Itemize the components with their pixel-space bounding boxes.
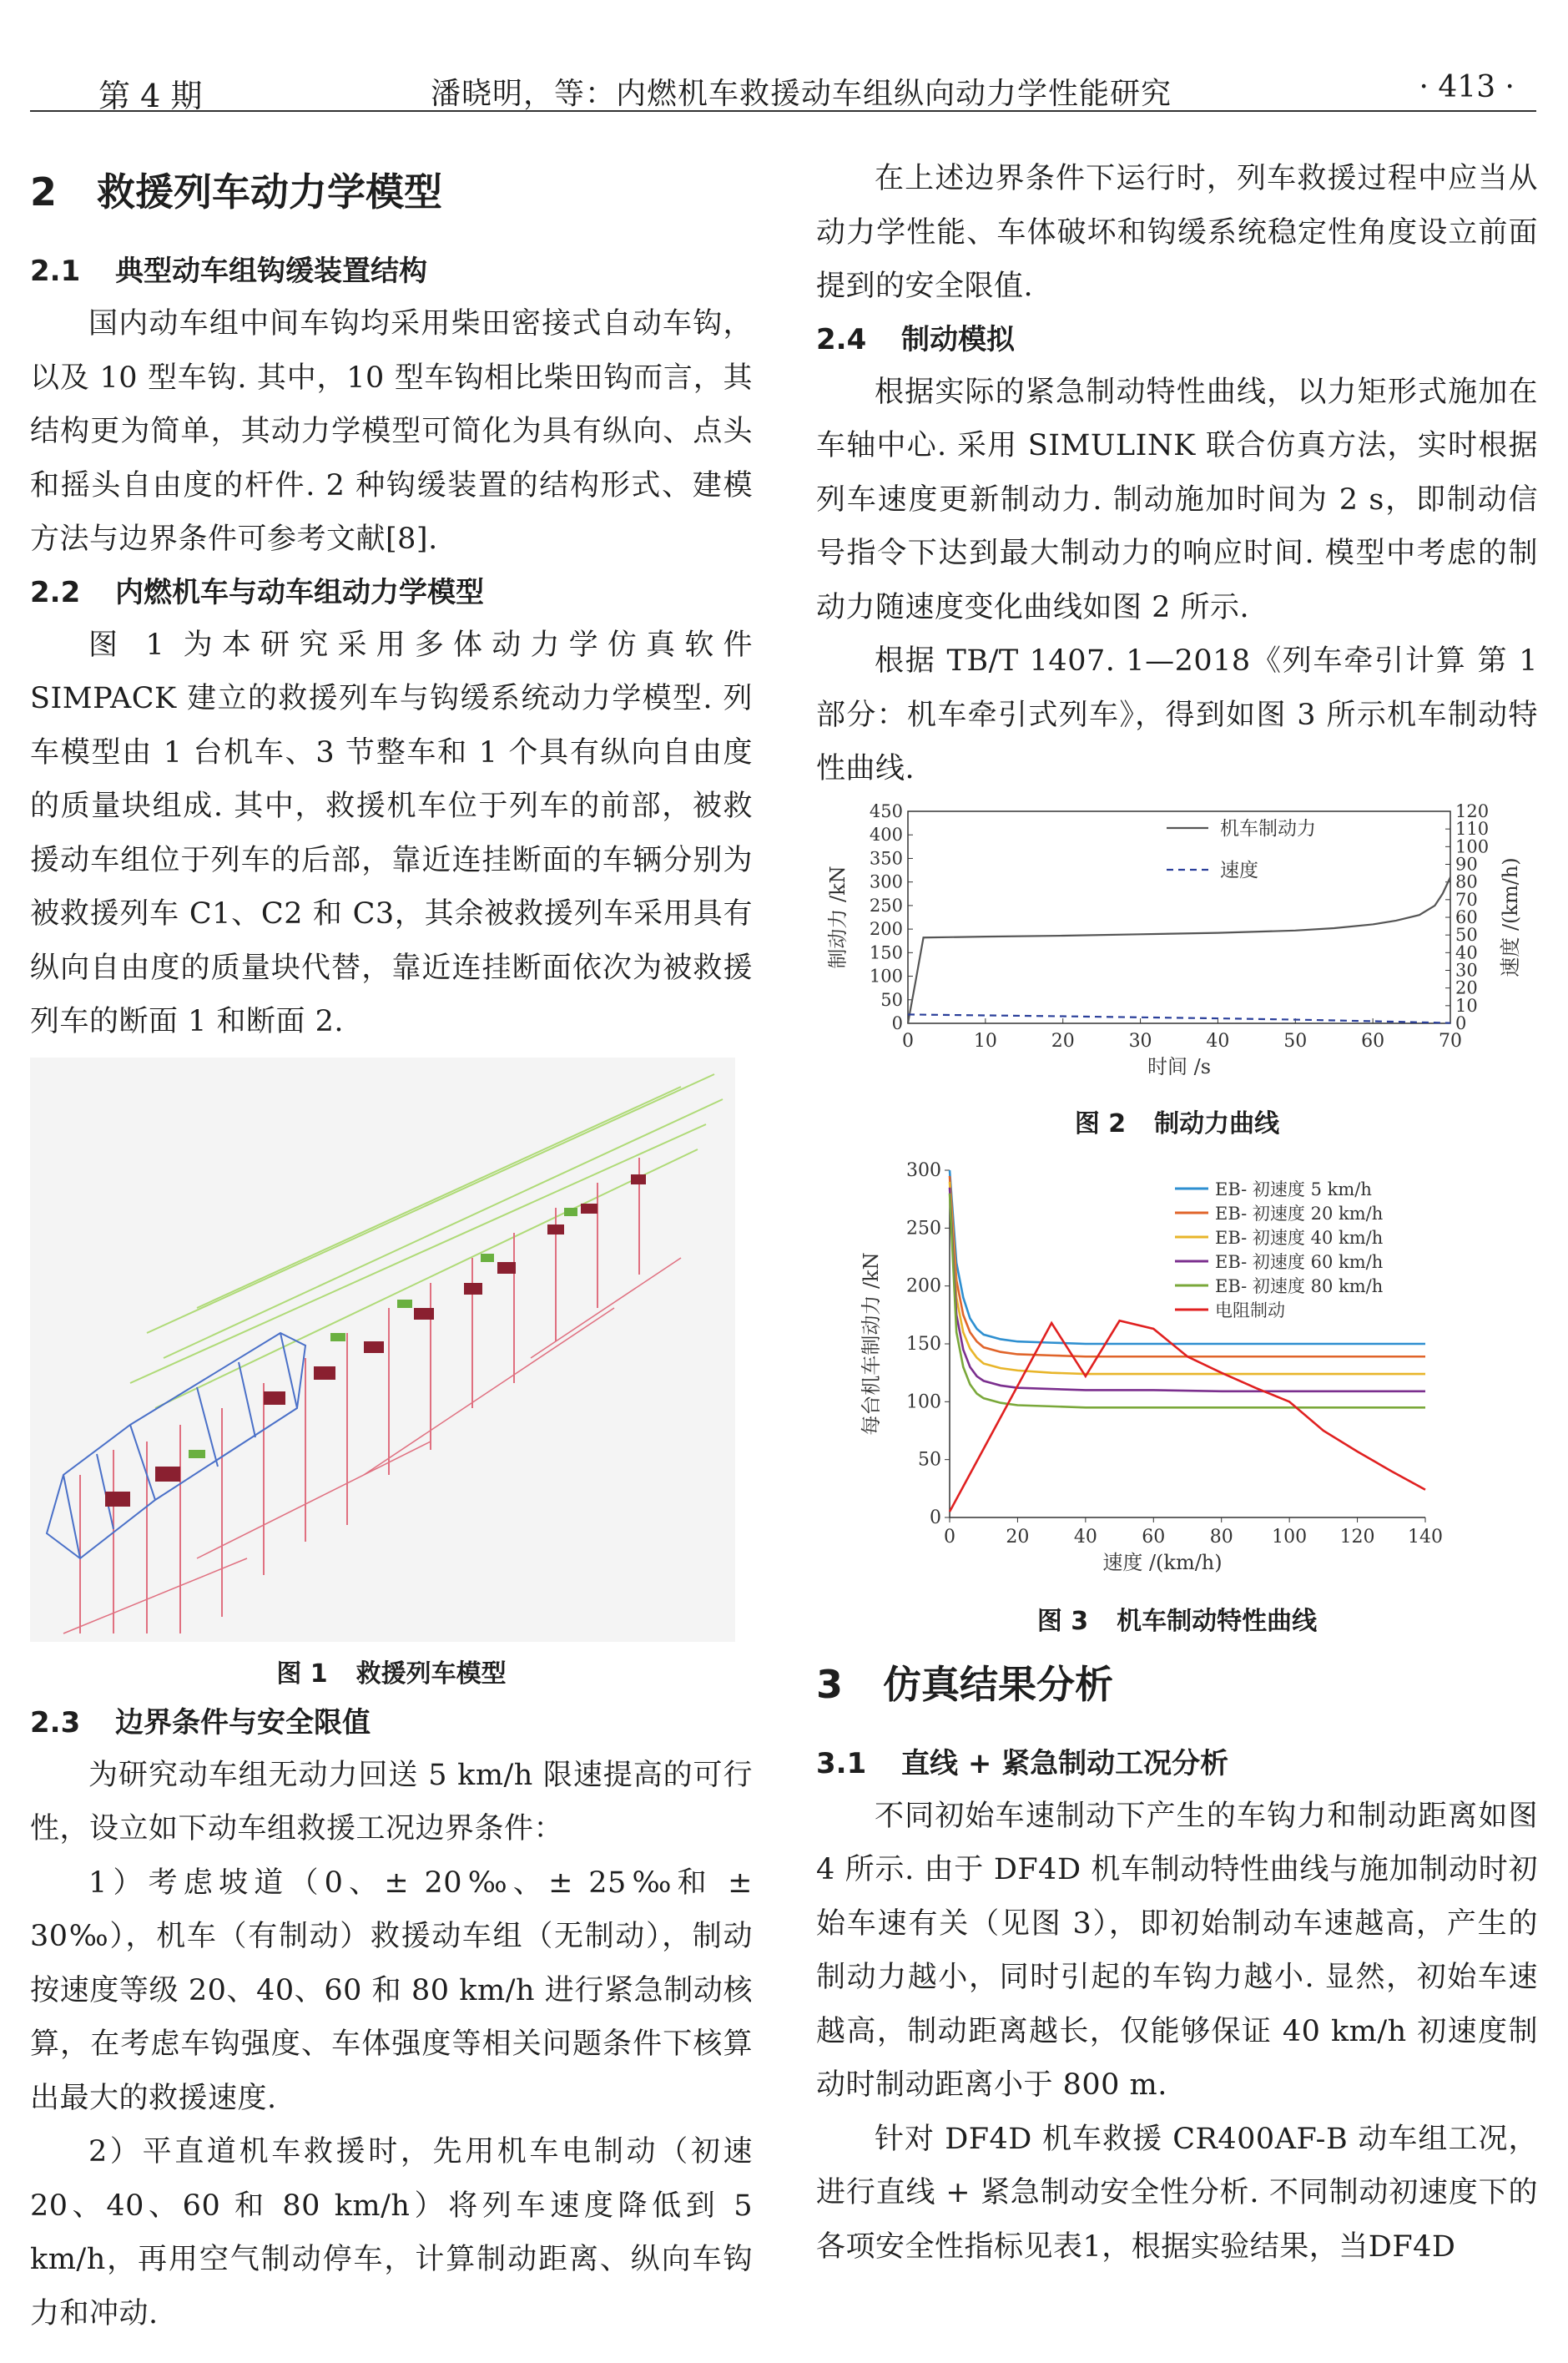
x-tick-label: 0 [944,1526,955,1548]
locomotive-brake-characteristic-chart [816,1152,1538,1586]
paragraph-3-1-a: 不同初始车速制动下产生的车钩力和制动距离如图 4 所示. 由于 DF4D 机车制动特性曲线与施加制动时初始车速有关（见图 3），即初始制动车速越高，产生的制动力越小，同时引起的车钩力越小. 显然，初始车速越高，制动距离越长，仅能够保证 40 km/h 初速度制动时制动距离小于 800 m. [816,1799,1538,2102]
y2-tick-label: 70 [1455,889,1478,910]
y-axis-label: 每台机车制动力 /kN [860,1251,883,1436]
subsection-2-4-heading [816,319,1538,361]
x-tick-label: 20 [1006,1526,1030,1548]
subsection-2-1-heading [30,250,753,292]
y-tick-label: 300 [869,871,903,892]
legend-label-4: EB- 初速度 60 km/h [1215,1251,1384,1272]
x-axis-label: 时间 /s [1147,1054,1212,1078]
section-title: 仿真结果分析 [883,1661,1113,1707]
x-tick-label: 20 [1051,1030,1075,1052]
x-tick-label: 50 [1283,1030,1308,1052]
x-tick-label: 100 [1272,1526,1308,1548]
paragraph-2-1: 国内动车组中间车钩均采用柴田密接式自动车钩，以及 10 型车钩. 其中，10 型车钩相比柴田钩而言，其结构更为简单，其动力学模型可简化为具有纵向、点头和摇头自由度的杆件. 2 种钩缓装置的结构形式、建模方法与边界条件可参考文献[8]. [30,307,753,556]
paragraph-3-1-b: 针对 DF4D 机车救援 CR400AF-B 动车组工况，进行直线 + 紧急制动安全性分析. 不同制动初速度下的各项安全性指标见表1，根据实验结果，当DF4D [816,2122,1538,2264]
running-title: 潘晓明，等：内燃机车救援动车组纵向动力学性能研究 [431,77,1172,111]
paragraph-2-3-item-1: 1）考虑坡道（0、± 20‰、± 25‰和 ± 30‰），机车（有制动）救援动车组（无制动），制动按速度等级 20、40、60 和 80 km/h 进行紧急制动核算，在考虑车钩强度、车体强度等相关问题条件下核算出最大的救援速度. [30,1866,753,2115]
y-tick-label: 100 [869,966,903,987]
y2-tick-label: 110 [1455,818,1490,839]
y-tick-label: 200 [869,918,903,939]
legend-label-1: 机车制动力 [1220,817,1316,840]
train-model-drawing [30,1058,735,1642]
figure-1-caption [30,1655,753,1694]
y-tick-label: 150 [869,942,903,962]
legend-label-6: 电阻制动 [1215,1300,1285,1320]
paragraph-2-3-intro: 为研究动车组无动力回送 5 km/h 限速提高的可行性，设立如下动车组救援工况边界条件： [30,1758,753,1845]
figure-title: 机车制动特性曲线 [1117,1606,1318,1636]
page-number: · 413 · [1419,70,1515,104]
legend-label-2: EB- 初速度 20 km/h [1215,1203,1384,1224]
figure-2-chart [816,796,1538,1092]
series-line-5 [950,1193,1425,1407]
series-line-1 [908,877,1450,1023]
y2-tick-label: 30 [1455,960,1478,980]
x-tick-label: 0 [902,1030,914,1052]
x-axis-label: 速度 /(km/h) [1102,1550,1223,1574]
section-2-heading [30,167,753,217]
plot-frame [908,811,1450,1023]
figure-2-caption [816,1105,1538,1144]
y2-tick-label: 60 [1455,906,1478,927]
paragraph-2-2: 图 1 为本研究采用多体动力学仿真软件 SIMPACK 建立的救援列车与钩缓系统动力学模型. 列车模型由 1 台机车、3 节整车和 1 个具有纵向自由度的质量块组成. 其中，救援机车位于列车的前部，被救援动车组位于列车的后部，靠近连挂断面的车辆分别为被救援列车 C1、C2 和 C3，其余被救援列车采用具有纵向自由度的质量块代替，靠近连挂断面依次为被救援列车的断面 1 和断面 2. [30,628,753,1038]
subsection-title: 边界条件与安全限值 [115,1705,371,1739]
series-line-6 [950,1320,1425,1512]
legend-label-2: 速度 [1220,859,1258,881]
x-tick-label: 140 [1408,1526,1443,1548]
legend-label-3: EB- 初速度 40 km/h [1215,1227,1384,1248]
y-tick-label: 100 [906,1391,941,1412]
y-tick-label: 350 [869,847,903,868]
y-tick-label: 0 [930,1507,941,1528]
y-tick-label: 50 [918,1449,941,1471]
x-tick-label: 40 [1073,1526,1097,1548]
x-tick-label: 70 [1439,1030,1462,1052]
subsection-2-3-heading [30,1702,753,1744]
right-column [816,134,1538,2274]
x-tick-label: 30 [1128,1030,1152,1052]
paragraph-2-3-item-2: 2）平直道机车救援时，先用机车电制动（初速 20、40、60 和 80 km/h）将列车速度降低到 5 km/h，再用空气制动停车，计算制动距离、纵向车钩力和冲动. [30,2135,753,2330]
y2-tick-label: 0 [1455,1012,1467,1033]
figure-title: 救援列车模型 [355,1659,507,1689]
subsection-3-1-heading [816,1743,1538,1785]
y-tick-label: 450 [869,800,903,821]
y2-tick-label: 20 [1455,977,1478,998]
subsection-number: 2.2 [30,575,81,609]
left-column [30,134,753,2340]
y2-tick-label: 120 [1455,800,1490,821]
y2-tick-label: 100 [1455,836,1490,856]
x-tick-label: 40 [1206,1030,1230,1052]
x-tick-label: 10 [973,1030,997,1052]
subsection-number: 2.3 [30,1705,81,1739]
figure-number: 图 2 [1074,1108,1127,1139]
subsection-title: 直线 + 紧急制动工况分析 [901,1746,1229,1780]
y-tick-label: 0 [891,1012,903,1033]
figure-title: 制动力曲线 [1154,1108,1280,1139]
subsection-title: 典型动车组钩缓装置结构 [115,255,427,288]
subsection-number: 3.1 [816,1746,867,1780]
y-tick-label: 250 [869,895,903,916]
figure-number: 图 3 [1036,1606,1089,1636]
y2-tick-label: 80 [1455,871,1478,892]
subsection-title: 制动模拟 [901,322,1015,356]
y-tick-label: 150 [906,1333,941,1355]
paragraph-2-3-continued: 在上述边界条件下运行时，列车救援过程中应当从动力学性能、车体破坏和钩缓系统稳定性角度设立前面提到的安全限值. [816,162,1538,303]
subsection-number: 2.1 [30,255,81,288]
legend-label-5: EB- 初速度 80 km/h [1215,1275,1384,1296]
x-tick-label: 120 [1339,1526,1375,1548]
y2-tick-label: 90 [1455,854,1478,874]
y-axis-label: 制动力 /kN [826,865,850,969]
figure-number: 图 1 [276,1659,328,1689]
y-tick-label: 200 [906,1275,941,1297]
issue-number: 第 4 期 [98,78,203,114]
section-title: 救援列车动力学模型 [97,169,442,215]
y2-tick-label: 10 [1455,995,1478,1016]
y-tick-label: 400 [869,824,903,845]
subsection-number: 2.4 [816,322,867,356]
y-tick-label: 250 [906,1217,941,1239]
y2-axis-label: 速度 /(km/h) [1499,856,1522,977]
figure-1-train-model-image [30,1058,735,1642]
y2-tick-label: 40 [1455,942,1478,962]
section-3-heading [816,1659,1538,1709]
figure-3-chart [816,1152,1538,1589]
brake-force-chart [816,796,1538,1088]
y2-tick-label: 50 [1455,924,1478,945]
x-tick-label: 80 [1209,1526,1233,1548]
section-number: 2 [30,169,58,215]
figure-3-caption [816,1603,1538,1641]
y-tick-label: 50 [880,989,903,1010]
paragraph-2-4-a: 根据实际的紧急制动特性曲线，以力矩形式施加在车轴中心. 采用 SIMULINK 联合仿真方法，实时根据列车速度更新制动力. 制动施加时间为 2 s，即制动信号指令下达到最大制动力的响应时间. 模型中考虑的制动力随速度变化曲线如图 2 所示. [816,375,1538,624]
subsection-title: 内燃机车与动车组动力学模型 [115,575,484,609]
y-tick-label: 300 [906,1159,941,1181]
page-header [30,65,1536,112]
series-line-2 [908,1014,1450,1022]
x-tick-label: 60 [1361,1030,1385,1052]
x-tick-label: 60 [1142,1526,1166,1548]
legend-label-1: EB- 初速度 5 km/h [1215,1179,1372,1199]
section-number: 3 [816,1661,844,1707]
subsection-2-2-heading [30,572,753,613]
paragraph-2-4-b: 根据 TB/T 1407. 1—2018《列车牵引计算 第 1 部分：机车牵引式列车》，得到如图 3 所示机车制动特性曲线. [816,644,1538,785]
